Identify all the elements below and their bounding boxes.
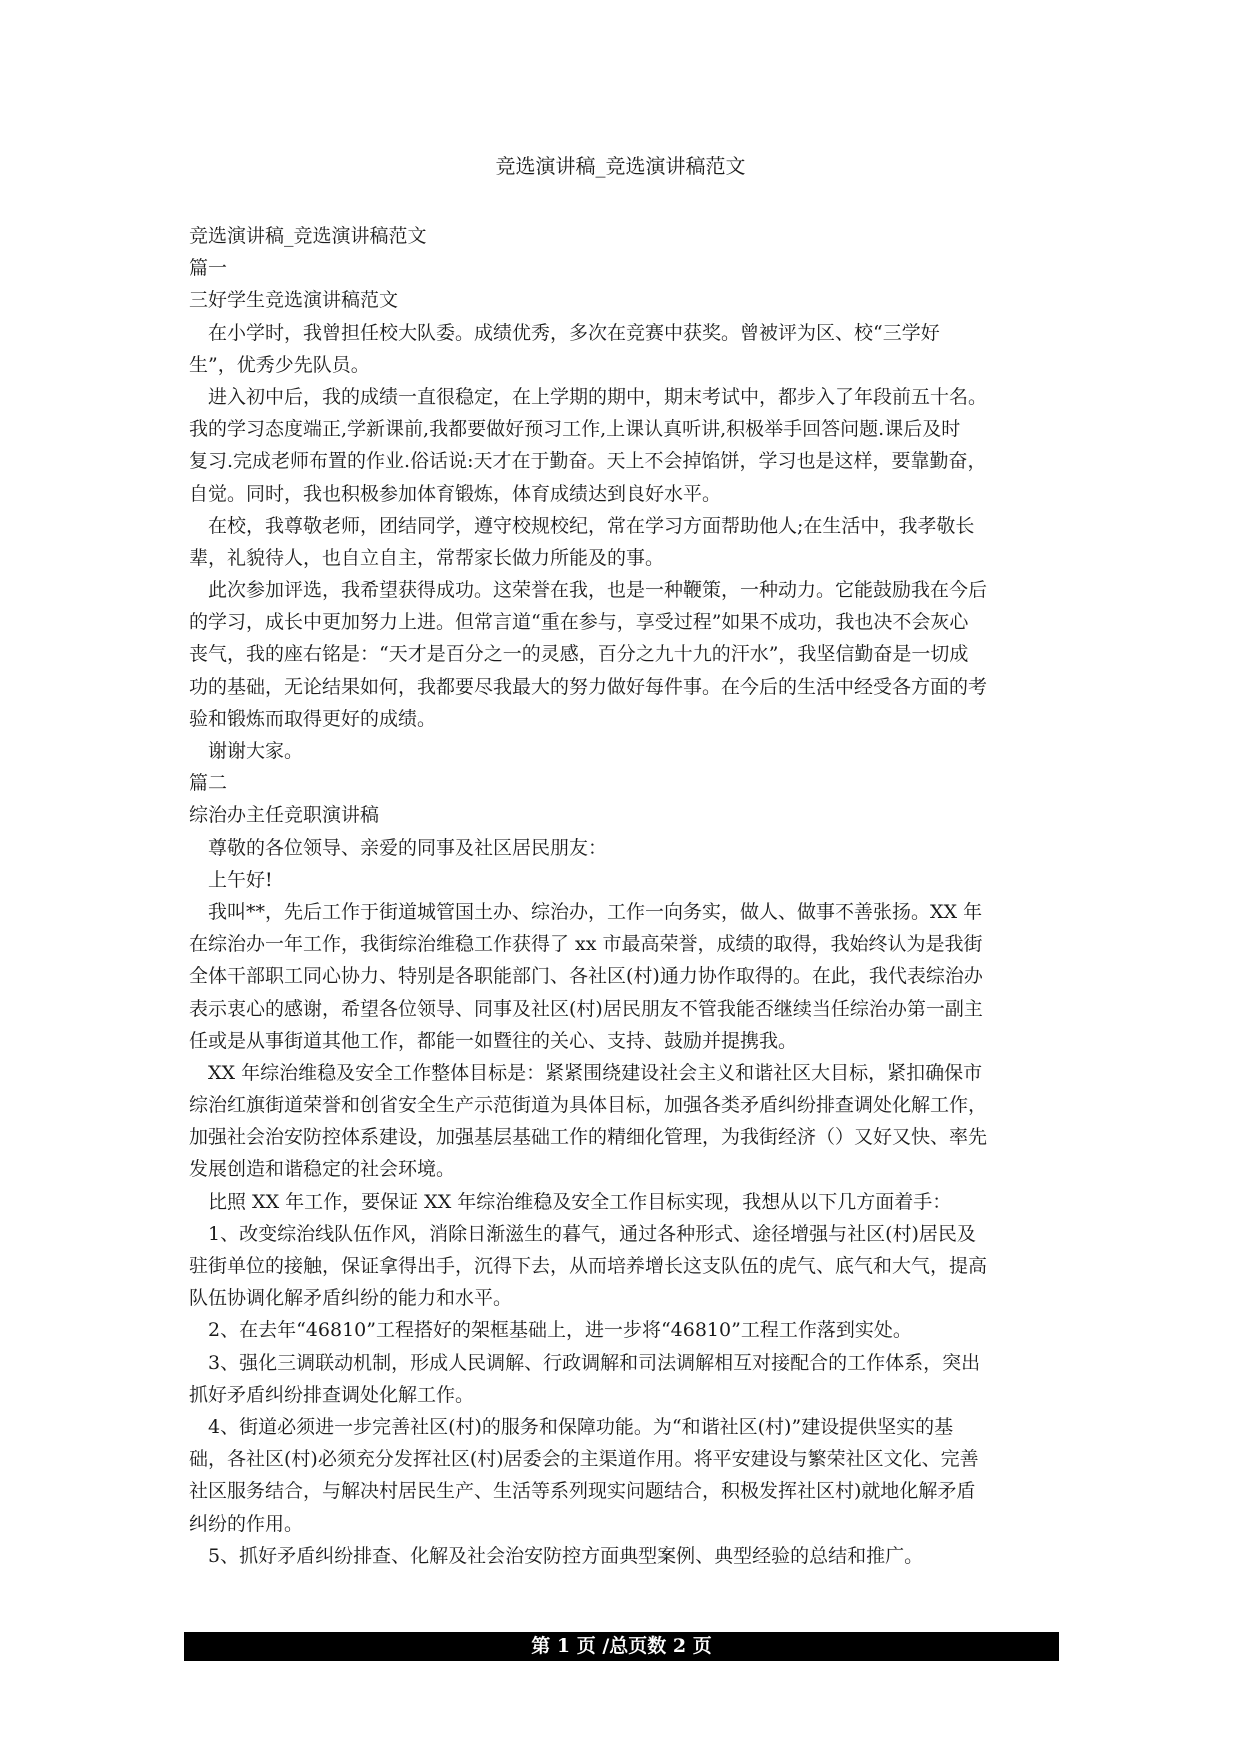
text-line: 自觉。同时，我也积极参加体育锻炼，体育成绩达到良好水平。 <box>189 482 722 505</box>
text-line: 抓好矛盾纠纷排查调处化解工作。 <box>189 1383 475 1406</box>
text-line: 纠纷的作用。 <box>189 1512 304 1535</box>
text-line: 发展创造和谐稳定的社会环境。 <box>189 1158 456 1181</box>
text-line: 的学习，成长中更加努力上进。但常言道“重在参与，享受过程”如果不成功，我也决不会灰心 <box>189 611 969 634</box>
text-line: 篇二 <box>189 772 228 795</box>
text-line: 此次参加评选，我希望获得成功。这荣誉在我，也是一种鞭策，一种动力。它能鼓励我在今后 <box>208 579 988 602</box>
text-line: 社区服务结合，与解决村居民生产、生活等系列现实问题结合，积极发挥社区村)就地化解矛盾 <box>189 1480 976 1503</box>
text-line: 在小学时，我曾担任校大队委。成绩优秀，多次在竞赛中获奖。曾被评为区、校“三学好 <box>208 321 940 344</box>
page-footer-bar <box>184 1632 1059 1661</box>
text-line: 比照 XX 年工作，要保证 XX 年综治维稳及安全工作目标实现，我想从以下几方面着手： <box>208 1190 952 1213</box>
text-line: 我叫**，先后工作于街道城管国土办、综治办，工作一向务实，做人、做事不善张扬。XX 年 <box>208 900 983 923</box>
text-line: 上午好! <box>208 868 273 891</box>
text-line: 进入初中后，我的成绩一直很稳定，在上学期的期中，期末考试中，都步入了年段前五十名。 <box>208 385 988 408</box>
text-line: 4、街道必须进一步完善社区(村)的服务和保障功能。为“和谐社区(村)”建设提供坚实的基 <box>208 1415 954 1438</box>
text-line: 在校，我尊敬老师，团结同学，遵守校规校纪，常在学习方面帮助他人;在生活中，我孝敬长 <box>208 514 975 537</box>
text-line: 三好学生竞选演讲稿范文 <box>189 289 399 312</box>
text-line: 在综治办一年工作，我街综治维稳工作获得了 xx 市最高荣誉，成绩的取得，我始终认为是我街 <box>189 933 983 956</box>
text-line: 竞选演讲稿_竞选演讲稿范文 <box>189 225 427 247</box>
text-line: 2、在去年“46810”工程搭好的架框基础上，进一步将“46810”工程工作落到实处。 <box>208 1319 912 1342</box>
text-line: 全体干部职工同心协力、特别是各职能部门、各社区(村)通力协作取得的。在此，我代表综治办 <box>189 965 983 988</box>
document-title: 竞选演讲稿_竞选演讲稿范文 <box>495 154 746 178</box>
document-body <box>189 220 1059 1572</box>
page-number-label: 第 1 页 /总页数 2 页 <box>531 1635 712 1657</box>
text-line: 我的学习态度端正,学新课前,我都要做好预习工作,上课认真听讲,积极举手回答问题.课后及时 <box>189 418 961 441</box>
text-line: 篇一 <box>189 257 228 280</box>
text-line: 3、强化三调联动机制，形成人民调解、行政调解和司法调解相互对接配合的工作体系，突出 <box>208 1351 981 1374</box>
text-line: 谢谢大家。 <box>208 740 304 762</box>
text-line: 1、改变综治线队伍作风，消除日渐滋生的暮气，通过各种形式、途径增强与社区(村)居民及 <box>208 1222 976 1245</box>
text-line: 辈，礼貌待人，也自立自主，常帮家长做力所能及的事。 <box>189 546 665 569</box>
text-line: 队伍协调化解矛盾纠纷的能力和水平。 <box>189 1287 513 1310</box>
text-line: 础，各社区(村)必须充分发挥社区(村)居委会的主渠道作用。将平安建设与繁荣社区文化、完善 <box>189 1448 979 1471</box>
text-line: 功的基础，无论结果如何，我都要尽我最大的努力做好每件事。在今后的生活中经受各方面的考 <box>189 675 988 698</box>
text-line: 综治红旗街道荣誉和创省安全生产示范街道为具体目标，加强各类矛盾纠纷排查调处化解工作， <box>189 1094 988 1117</box>
text-line: 5、抓好矛盾纠纷排查、化解及社会治安防控方面典型案例、典型经验的总结和推广。 <box>208 1544 924 1567</box>
text-line: 尊敬的各位领导、亲爱的同事及社区居民朋友： <box>208 836 608 859</box>
text-line: 丧气，我的座右铭是：“天才是百分之一的灵感，百分之九十九的汗水”，我坚信勤奋是一切成 <box>189 643 969 666</box>
text-line: 表示衷心的感谢，希望各位领导、同事及社区(村)居民朋友不管我能否继续当任综治办第一副主 <box>189 997 983 1020</box>
text-line: 复习.完成老师布置的作业.俗话说:天才在于勤奋。天上不会掉馅饼，学习也是这样，要靠勤奋， <box>189 450 987 473</box>
text-line: XX 年综治维稳及安全工作整体目标是：紧紧围绕建设社会主义和谐社区大目标，紧扣确保市 <box>208 1061 983 1084</box>
text-line: 任或是从事街道其他工作，都能一如暨往的关心、支持、鼓励并提携我。 <box>189 1029 798 1052</box>
text-line: 验和锻炼而取得更好的成绩。 <box>189 707 437 730</box>
text-line: 生”，优秀少先队员。 <box>189 353 370 376</box>
text-line: 加强社会治安防控体系建设，加强基层基础工作的精细化管理，为我街经济（）又好又快、率先 <box>189 1126 988 1149</box>
text-line: 综治办主任竞职演讲稿 <box>189 804 380 827</box>
text-line: 驻街单位的接触，保证拿得出手，沉得下去，从而培养增长这支队伍的虎气、底气和大气，提高 <box>189 1255 988 1277</box>
